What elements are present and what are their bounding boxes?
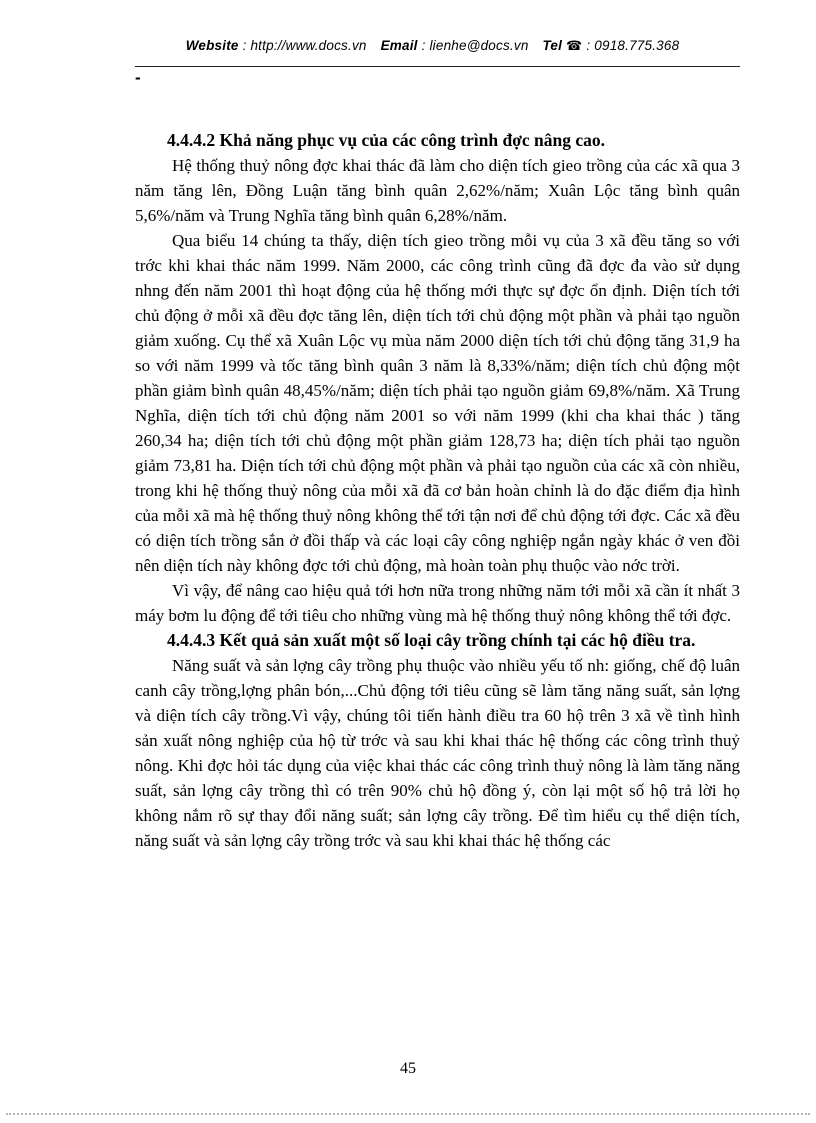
telephone-icon: ☎ [566,38,583,53]
document-body [135,128,740,853]
paragraph-pump-recommendation: Vì vậy, để nâng cao hiệu quả tới hơn nữa trong những năm tới mỗi xã cần ít nhất 3 máy bơm lu động để tới tiêu cho những vùng mà hệ thống thuỷ nông không thể tới đợc. [135,581,740,625]
page-number: 45 [400,1060,416,1077]
website-url: : http://www.docs.vn [242,38,367,53]
tel-label: Tel [542,38,563,53]
tel-number: : 0918.775.368 [586,38,680,53]
paragraph-irrigation-overview: Hệ thống thuỷ nông đợc khai thác đã làm cho diện tích gieo trồng của các xã qua 3 năm tăng lên, Đồng Luận tăng bình quân 2,62%/năm; Xuân Lộc tăng bình quân 5,6%/năm và Trung Nghĩa tăng bình quân 6,28%/năm. [135,156,740,225]
paragraph-survey-results: Năng suất và sản lợng cây trồng phụ thuộc vào nhiều yếu tố nh: giống, chế độ luân canh cây trồng,lợng phân bón,...Chủ động tới tiêu cũng sẽ làm tăng năng suất, sản lợng và diện tích cây trồng.Vì vậy, chúng tôi tiến hành điều tra 60 hộ trên 3 xã về tình hình sản xuất nông nghiệp của hộ từ trớc và sau khi khai thác hệ thống các công trình thuỷ nông. Khi đợc hỏi tác dụng của việc khai thác các công trình thuỷ nông là làm tăng năng suất, sản lợng cây trồng thì có trên 90% chủ hộ đồng ý, còn lại một số hộ trả lời họ không nắm rõ sự thay đổi năng suất; sản lợng cây trồng. Để tìm hiểu cụ thể diện tích, năng suất và sản lợng cây trồng trớc và sau khi khai thác hệ thống các [135,656,740,850]
website-label: Website [185,38,239,53]
paragraph-area-statistics: Qua biểu 14 chúng ta thấy, diện tích gieo trồng mỗi vụ của 3 xã đều tăng so với trớc khi khai thác năm 1999. Năm 2000, các công trình cũng đã đợc đa vào sử dụng nhng đến năm 2001 thì hoạt động của hệ thống mới thực sự đợc ổn định. Diện tích tới chủ động ở mỗi xã đều đợc tăng lên, diện tích tới chủ động một phần và phải tạo nguồn giảm xuống. Cụ thể xã Xuân Lộc vụ mùa năm 2000 diện tích tới chủ động tăng 31,9 ha so với năm 1999 và tốc tăng bình quân 3 năm là 8,33%/năm; diện tích chủ động một phần giảm bình quân 48,45%/năm; diện tích phải tạo nguồn giảm 69,8%/năm. Xã Trung Nghĩa, diện tích tới chủ động năm 2001 so với năm 1999 (khi cha khai thác ) tăng 260,34 ha; diện tích tới chủ động một phần giảm 128,73 ha; diện tích phải tạo nguồn giảm 73,81 ha. Diện tích tới chủ động một phần và phải tạo nguồn của các xã còn nhiều, trong khi hệ thống thuỷ nông của mỗi xã đã cơ bản hoàn chỉnh là do đặc điểm địa hình của mỗi xã mà hệ thống thuỷ nông không thể tới tận nơi để chủ động tới đợc. Các xã đều có diện tích trồng sắn ở đồi thấp và các loại cây công nghiệp ngắn ngày khác ở ven đồi nên diện tích này không đợc tới chủ động, mà hoàn toàn phụ thuộc vào nớc trời. [135,231,740,575]
margin-dash: - [135,68,141,87]
section-heading-4-4-4-2: 4.4.4.2 Khả năng phục vụ của các công trình đợc nâng cao. [167,130,606,150]
email-label: Email [380,38,418,53]
email-address: : lienhe@docs.vn [421,38,529,53]
page-header [135,38,740,54]
section-heading-4-4-4-3: 4.4.4.3 Kết quả sản xuất một số loại cây trồng chính tại các hộ điều tra. [167,630,696,650]
header-divider-line [135,66,740,67]
bottom-dotted-line [6,1113,810,1115]
